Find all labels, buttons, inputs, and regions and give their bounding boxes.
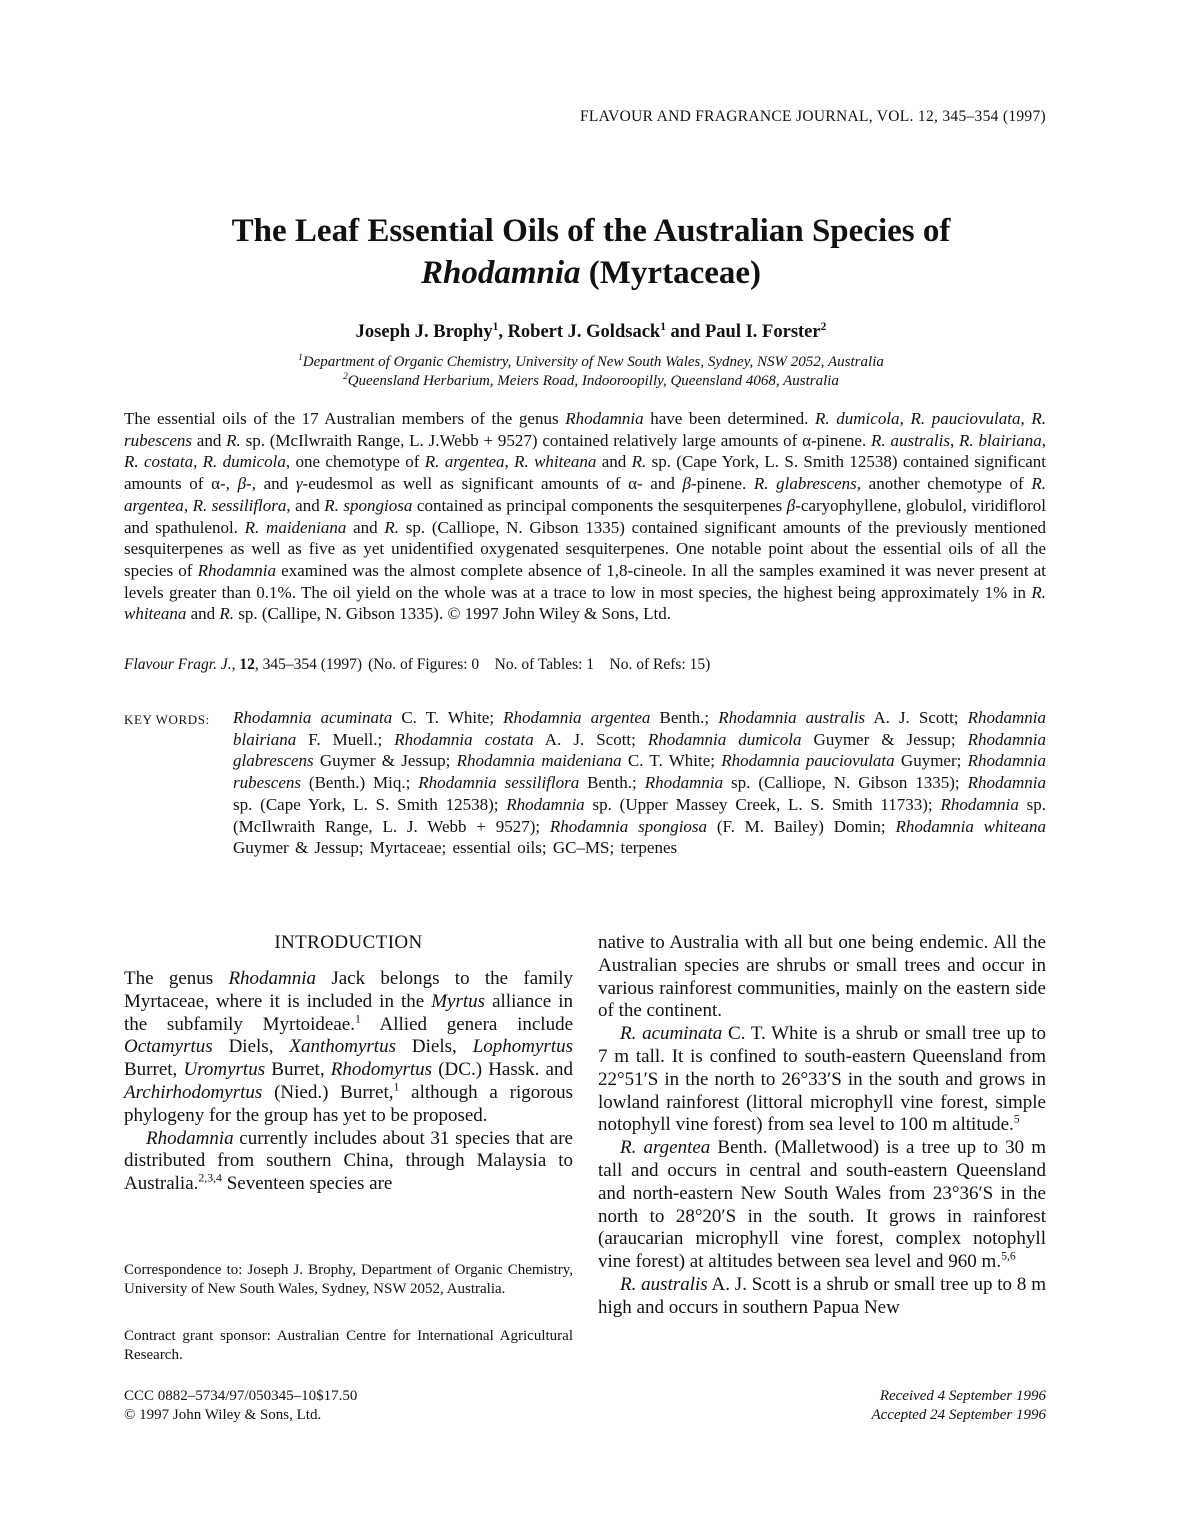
citation-line bbox=[124, 656, 710, 674]
italic-run: Rhodamnia australis bbox=[718, 708, 866, 727]
italic-run: R. whiteana bbox=[514, 452, 597, 472]
affiliation-1 bbox=[0, 353, 1182, 372]
italic-run: Rhodamnia whiteana bbox=[895, 816, 1046, 836]
text-run: native to Australia with all but one being endemic. All the Australian species are shrubs or small trees and occur in various rainforest communities, mainly on the eastern side of the continent. bbox=[598, 932, 1046, 1022]
body-paragraph bbox=[598, 932, 1046, 1023]
reference-superscript: 5 bbox=[1013, 1113, 1020, 1127]
text-run: , bbox=[1041, 430, 1047, 450]
italic-run: R. pauciovulata bbox=[910, 409, 1021, 428]
correspondence-footnote: Correspondence to: Joseph J. Brophy, Department of Organic Chemistry, University of New South Wales, Sydney, NSW 2052, Australia. bbox=[124, 1262, 573, 1297]
italic-run: R. bbox=[226, 430, 241, 450]
title-family: (Myrtaceae) bbox=[580, 255, 761, 291]
text-run: F. Muell.; bbox=[296, 729, 395, 749]
text-run: currently includes about 31 species that are distributed from southern China, through Malaysia to Australia. bbox=[124, 1127, 573, 1195]
text-run: , and bbox=[286, 495, 325, 515]
author-name: Joseph J. Brophy bbox=[355, 322, 493, 342]
italic-run: Rhodamnia bbox=[146, 1127, 234, 1149]
text-run: Benth. (Malletwood) is a tree up to 30 m tall and occurs in central and south-eastern Queensland and north-eastern New South Wales from 23°36′S in the north to 28°20′S in the south. It grows in rainforest (araucarian microphyll vine forest, complex notophyll vine forest) at altitudes between sea level and 960 m. bbox=[598, 1137, 1046, 1273]
text-run: have been determined. bbox=[643, 409, 816, 428]
title-line-1: The Leaf Essential Oils of the Australian Species of bbox=[231, 213, 951, 249]
text-run: The essential oils of the 17 Australian members of the genus bbox=[124, 409, 566, 428]
italic-run: R. dumicola bbox=[815, 409, 900, 428]
italic-run: Myrtus bbox=[431, 990, 486, 1012]
italic-run: R. australis bbox=[871, 430, 950, 450]
text-run: sp. (Cape York, L. S. Smith 12538); bbox=[233, 794, 507, 814]
text-run: (F. M. Bailey) Domin; bbox=[707, 816, 896, 836]
italic-run: Xanthomyrtus bbox=[289, 1036, 396, 1058]
reference-superscript: 1 bbox=[354, 1012, 361, 1026]
text-run: -, and bbox=[246, 474, 296, 494]
text-run: sp. (McIlwraith Range, L. J. Webb + 9527); bbox=[233, 794, 1046, 836]
column-left bbox=[124, 932, 573, 1196]
italic-run: Octamyrtus bbox=[124, 1036, 213, 1058]
italic-run: R. costata bbox=[124, 452, 194, 472]
text-run: C. T. White is a shrub or small tree up to 7 m tall. It is confined to south-eastern Queensland from 22°51′S in the north to 26°33′S in the south and grows in lowland rainforest (littoral microphyll vine forest, simple notophyll vine forest) from sea level to 100 m altitude. bbox=[598, 1023, 1046, 1136]
text-run: , another chemotype of bbox=[856, 474, 1032, 494]
footer-left bbox=[124, 1387, 357, 1425]
italic-run: Rhodamnia bbox=[228, 968, 317, 989]
footer-right bbox=[871, 1387, 1046, 1425]
italic-run: R. argentea bbox=[124, 474, 1046, 515]
italic-run: R. rubescens bbox=[124, 409, 1047, 450]
body-paragraph bbox=[598, 1023, 1046, 1137]
italic-run: R. blairiana bbox=[959, 430, 1042, 450]
ccc-code: CCC 0882–5734/97/050345–10$17.50 bbox=[124, 1388, 358, 1404]
italic-run: Rhodamnia blairiana bbox=[233, 708, 1047, 749]
text-run: (Benth.) Miq.; bbox=[300, 773, 419, 793]
text-run: C. T. White; bbox=[392, 708, 504, 727]
italic-run: R. spongiosa bbox=[324, 495, 413, 515]
keywords-label: KEY WORDS: bbox=[124, 712, 210, 727]
text-run: , bbox=[899, 409, 911, 428]
author-list bbox=[0, 322, 1182, 343]
text-run: and bbox=[346, 517, 385, 537]
keywords-list bbox=[233, 707, 1046, 859]
text-run: alliance in the subfamily Myrtoideae. bbox=[124, 990, 573, 1035]
article-title bbox=[0, 210, 1182, 294]
italic-run: Rhodamnia bbox=[506, 794, 585, 814]
text-run: Guymer; bbox=[894, 751, 968, 771]
italic-run: Rhodamnia argentea bbox=[503, 708, 651, 727]
text-run: Guymer & Jessup; bbox=[801, 729, 968, 749]
text-run: sp. (Calliope, N. Gibson 1335) contained significant amounts of the previously mentioned sesquiterpenes as well as five as yet unidentified oxygenated sesquiterpenes. One notable point about the essential oils of all the species of bbox=[124, 517, 1047, 580]
citation-counts: (No. of Figures: 0 No. of Tables: 1 No. of Refs: 15) bbox=[368, 656, 711, 673]
affiliation-text: Department of Organic Chemistry, University of New South Wales, Sydney, NSW 2052, Australia bbox=[302, 354, 884, 370]
text-run: A. J. Scott; bbox=[533, 729, 648, 749]
grant-footnote: Contract grant sponsor: Australian Centre for International Agricultural Research. bbox=[124, 1328, 573, 1363]
text-run: Seventeen species are bbox=[221, 1173, 393, 1195]
italic-run: R. bbox=[631, 452, 647, 472]
italic-run: R. acuminata bbox=[620, 1023, 723, 1045]
text-run: , bbox=[1020, 409, 1032, 428]
author-separator: and bbox=[665, 322, 705, 342]
text-run: although a rigorous phylogeny for the group has yet to be proposed. bbox=[124, 1081, 573, 1126]
author-affil-mark: 1 bbox=[660, 320, 666, 333]
italic-run: Rhodamnia bbox=[565, 409, 644, 428]
italic-run: R. glabrescens bbox=[753, 474, 857, 494]
text-run: -eudesmol as well as significant amounts of α- and bbox=[302, 474, 683, 494]
text-run: , bbox=[183, 495, 193, 515]
text-run: Diels, bbox=[212, 1036, 290, 1058]
text-run: Diels, bbox=[395, 1036, 473, 1058]
italic-run: Rhodamnia acuminata bbox=[233, 708, 393, 727]
text-run: examined was the almost complete absence of 1,8-cineole. In all the samples examined it was never present at levels greater than 0.1%. The oil yield on the whole was at a trace to low in most species, the highest being approximately 1% in bbox=[124, 560, 1046, 602]
italic-run: Rhodamnia sessiliflora bbox=[418, 773, 580, 793]
text-run: Guymer & Jessup; Myrtaceae; essential oils; GC–MS; terpenes bbox=[233, 838, 678, 858]
text-run: Benth.; bbox=[579, 773, 645, 793]
italic-run: Rhodamnia bbox=[197, 560, 276, 580]
text-run: Burret, bbox=[265, 1059, 331, 1081]
journal-running-head: FLAVOUR AND FRAGRANCE JOURNAL, VOL. 12, 345–354 (1997) bbox=[579, 108, 1046, 125]
italic-run: β bbox=[237, 474, 247, 494]
reference-superscript: 5,6 bbox=[1001, 1249, 1016, 1263]
italic-run: R. australis bbox=[620, 1273, 708, 1295]
italic-run: Rhodamnia maideniana bbox=[456, 751, 622, 771]
body-paragraph bbox=[598, 1274, 1046, 1320]
footer-copyright: © 1997 John Wiley & Sons, Ltd. bbox=[124, 1407, 322, 1423]
italic-run: R. dumicola bbox=[202, 452, 286, 472]
affiliations bbox=[0, 353, 1182, 391]
title-line-2 bbox=[0, 252, 1182, 294]
text-run: sp. (McIlwraith Range, L. J.Webb + 9527) contained relatively large amounts of α-pinene. bbox=[240, 430, 872, 450]
affiliation-mark: 2 bbox=[343, 372, 348, 382]
text-run: -pinene. bbox=[690, 474, 754, 494]
italic-run: β bbox=[786, 495, 796, 515]
text-run: and bbox=[191, 430, 227, 450]
italic-run: Rhodamnia bbox=[940, 794, 1019, 814]
author-affil-mark: 1 bbox=[492, 320, 499, 333]
text-run: , one chemotype of bbox=[285, 452, 425, 472]
italic-run: Lophomyrtus bbox=[472, 1036, 573, 1058]
text-run: The genus bbox=[124, 968, 229, 989]
author-name: Robert J. Goldsack bbox=[507, 322, 661, 342]
text-run: Burret, bbox=[124, 1059, 184, 1081]
text-run: , bbox=[504, 452, 515, 472]
italic-run: Rhodamnia glabrescens bbox=[233, 729, 1046, 771]
text-run: and bbox=[186, 604, 220, 624]
text-run: contained as principal components the sesquiterpenes bbox=[412, 495, 787, 515]
text-run: A. J. Scott is a shrub or small tree up to 8 m high and occurs in southern Papua New bbox=[598, 1273, 1047, 1318]
italic-run: Uromyrtus bbox=[183, 1059, 266, 1081]
italic-run: β bbox=[682, 474, 691, 494]
italic-run: Rhodomyrtus bbox=[330, 1059, 433, 1081]
italic-run: Rhodamnia spongiosa bbox=[549, 816, 708, 836]
section-heading-introduction: INTRODUCTION bbox=[274, 932, 423, 953]
title-genus: Rhodamnia bbox=[420, 255, 581, 291]
italic-run: Rhodamnia rubescens bbox=[233, 751, 1046, 793]
text-run: C. T. White; bbox=[621, 751, 722, 771]
affiliation-text: Queensland Herbarium, Meiers Road, Indooroopilly, Queensland 4068, Australia bbox=[347, 373, 839, 389]
italic-run: γ bbox=[295, 474, 303, 494]
italic-run: Rhodamnia dumicola bbox=[647, 729, 802, 749]
citation-volume: 12 bbox=[239, 656, 255, 673]
text-run: , bbox=[949, 430, 960, 450]
author-affil-mark: 2 bbox=[820, 320, 827, 333]
text-run: sp. (Callipe, N. Gibson 1335). © 1997 John Wiley & Sons, Ltd. bbox=[234, 604, 671, 624]
italic-run: R. argentea bbox=[620, 1137, 711, 1159]
text-run: Benth.; bbox=[650, 708, 719, 727]
text-run: -caryophyllene, globulol, viridiflorol and spathulenol. bbox=[124, 495, 1047, 537]
author-separator: , bbox=[498, 322, 508, 342]
italic-run: R. maideniana bbox=[244, 517, 347, 537]
text-run: and bbox=[596, 452, 632, 472]
reference-superscript: 2,3,4 bbox=[198, 1171, 222, 1185]
text-run: sp. (Upper Massey Creek, L. S. Smith 11733); bbox=[584, 794, 941, 814]
text-run: Jack belongs to the family Myrtaceae, where it is included in the bbox=[124, 968, 573, 1012]
text-run: , bbox=[193, 452, 203, 472]
received-date: Received 4 September 1996 bbox=[879, 1388, 1046, 1404]
text-run: A. J. Scott; bbox=[865, 708, 968, 727]
italic-run: Archirhodomyrtus bbox=[124, 1081, 263, 1103]
citation-pages: , 345–354 (1997) bbox=[254, 656, 363, 673]
text-run: Guymer & Jessup; bbox=[313, 751, 457, 771]
body-paragraph bbox=[124, 968, 573, 1128]
abstract bbox=[124, 408, 1046, 625]
text-run: (DC.) Hassk. and bbox=[432, 1059, 573, 1081]
body-paragraph bbox=[598, 1137, 1046, 1274]
text-run: (Nied.) Burret, bbox=[262, 1081, 394, 1103]
text-run: sp. (Cape York, L. S. Smith 12538) contained significant amounts of α-, bbox=[124, 452, 1047, 494]
affiliation-2 bbox=[0, 372, 1182, 391]
citation-journal: Flavour Fragr. J. bbox=[124, 656, 232, 673]
affiliation-mark: 1 bbox=[298, 353, 303, 363]
body-paragraph bbox=[124, 1128, 573, 1196]
intro-left-paragraphs bbox=[124, 968, 573, 1196]
author-name: Paul I. Forster bbox=[705, 322, 821, 342]
italic-run: Rhodamnia pauciovulata bbox=[721, 751, 895, 771]
italic-run: R. bbox=[384, 517, 400, 537]
italic-run: Rhodamnia bbox=[967, 773, 1046, 793]
text-run: Allied genera include bbox=[360, 1013, 573, 1035]
column-right bbox=[598, 932, 1046, 1320]
reference-superscript: 1 bbox=[393, 1080, 400, 1094]
italic-run: R. bbox=[219, 604, 235, 624]
italic-run: R. argentea bbox=[424, 452, 505, 472]
text-run: sp. (Calliope, N. Gibson 1335); bbox=[723, 773, 968, 793]
italic-run: R. whiteana bbox=[124, 582, 1046, 624]
italic-run: Rhodamnia bbox=[644, 773, 724, 793]
citation-sep: , bbox=[231, 656, 240, 673]
italic-run: R. sessiliflora bbox=[192, 495, 287, 515]
accepted-date: Accepted 24 September 1996 bbox=[871, 1407, 1046, 1423]
intro-right-paragraphs bbox=[598, 932, 1046, 1320]
italic-run: Rhodamnia costata bbox=[394, 729, 534, 749]
